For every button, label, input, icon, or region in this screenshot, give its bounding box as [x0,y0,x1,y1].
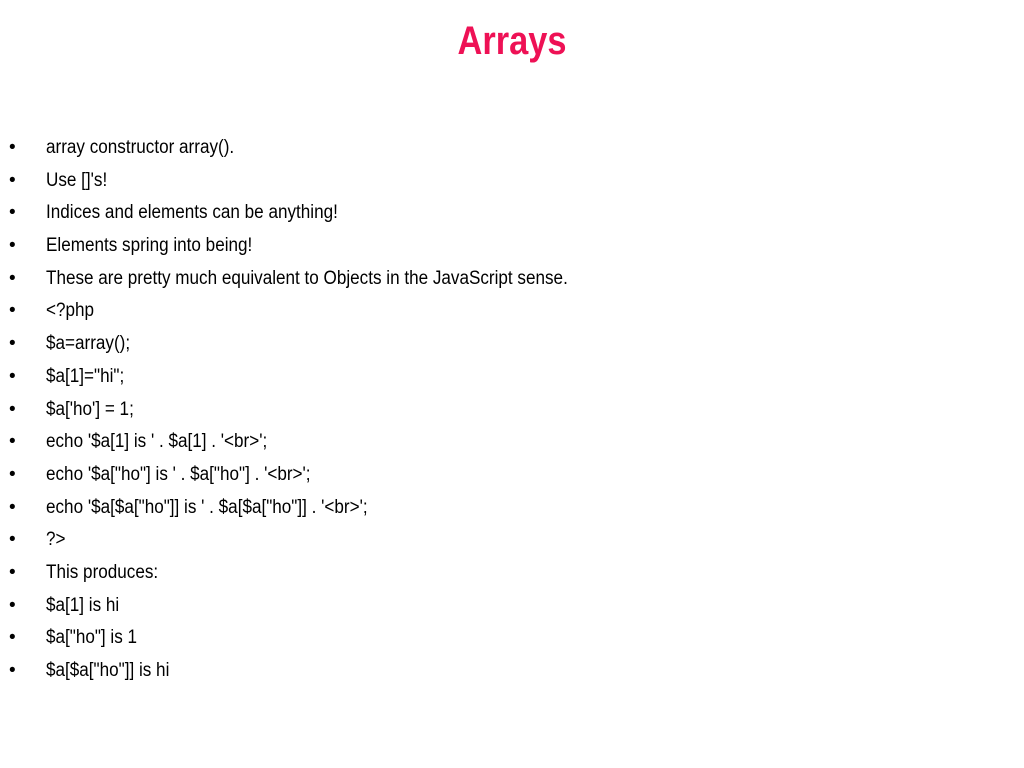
bullet-item [0,590,1024,623]
bullet-list [0,132,1024,688]
bullet-item [0,361,1024,394]
bullet-item [0,524,1024,557]
bullet-text: These are pretty much equivalent to Objects in the JavaScript sense. [46,267,568,289]
bullet-text: echo '$a[1] is ' . $a[1] . '<br>'; [46,431,268,453]
bullet-text: $a[1] is hi [46,594,120,616]
bullet-marker: • [9,300,16,322]
bullet-marker: • [9,594,16,616]
bullet-marker: • [9,333,16,355]
bullet-marker: • [9,365,16,387]
bullet-item [0,328,1024,361]
bullet-text: $a['ho'] = 1; [46,398,134,420]
bullet-marker: • [9,169,16,191]
bullet-text: echo '$a["ho"] is ' . $a["ho"] . '<br>'; [46,463,311,485]
bullet-marker: • [9,660,16,681]
bullet-text: <?php [46,300,95,322]
bullet-text: $a["ho"] is 1 [46,627,138,649]
bullet-marker: • [9,137,16,158]
bullet-item [0,230,1024,263]
bullet-item [0,655,1024,688]
bullet-text: ?> [46,529,66,551]
bullet-item [0,557,1024,590]
bullet-text: Elements spring into being! [46,235,253,257]
bullet-item [0,622,1024,655]
bullet-text: array constructor array(). [46,137,235,158]
bullet-text: $a=array(); [46,333,131,355]
bullet-marker: • [9,431,16,453]
bullet-text: $a[$a["ho"]] is hi [46,660,170,681]
bullet-marker: • [9,463,16,485]
bullet-marker: • [9,627,16,649]
bullet-item [0,263,1024,296]
bullet-text: This produces: [46,561,159,583]
bullet-marker: • [9,267,16,289]
bullet-text: echo '$a[$a["ho"]] is ' . $a[$a["ho"]] . '<br>'; [46,496,368,518]
slide-title: Arrays [457,19,567,63]
bullet-marker: • [9,235,16,257]
bullet-item [0,165,1024,198]
bullet-marker: • [9,529,16,551]
bullet-text: Indices and elements can be anything! [46,202,338,224]
bullet-text: Use []'s! [46,169,108,191]
bullet-item [0,132,1024,165]
bullet-item [0,394,1024,427]
bullet-item [0,426,1024,459]
bullet-marker: • [9,398,16,420]
bullet-item [0,197,1024,230]
bullet-text: $a[1]="hi"; [46,365,125,387]
bullet-marker: • [9,202,16,224]
bullet-item [0,459,1024,492]
bullet-item [0,295,1024,328]
bullet-marker: • [9,561,16,583]
bullet-item [0,492,1024,525]
bullet-marker: • [9,496,16,518]
